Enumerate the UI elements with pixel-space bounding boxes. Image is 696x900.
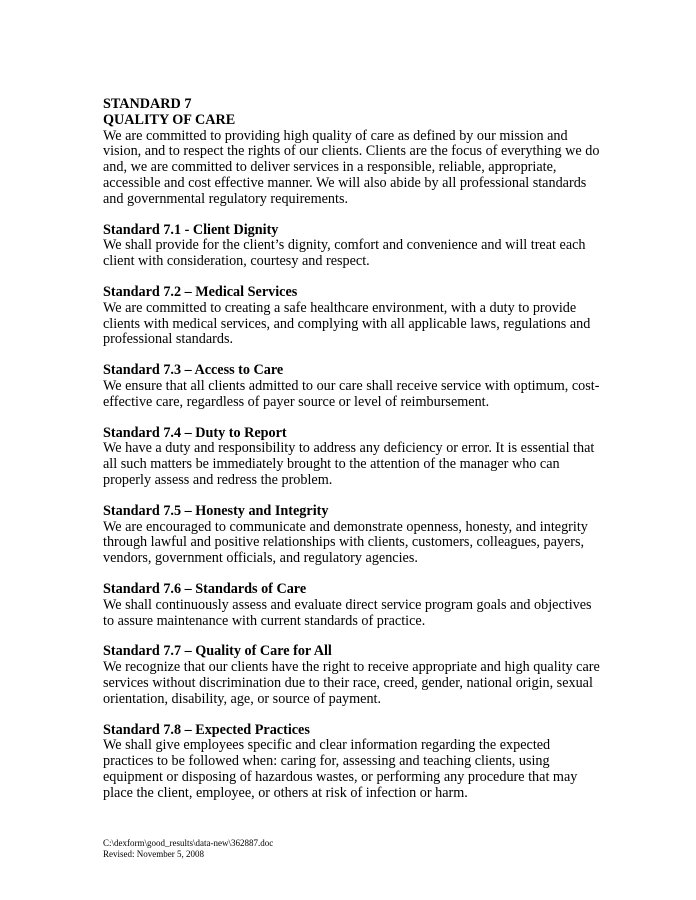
document-page — [103, 97, 603, 801]
section-title: Standard 7.1 - Client Dignity — [103, 221, 279, 238]
section-title: Standard 7.8 – Expected Practices — [103, 721, 310, 738]
section-body: We shall give employees specific and clear information regarding the expected practices to be followed when: caring for, assessing and teaching clients, using equipment or disposing of hazardous wastes, or performing any procedure that may place the client, employee, or others at risk of infection or harm. — [103, 737, 578, 801]
standard-heading — [103, 97, 603, 129]
section-body: We shall continuously assess and evaluate direct service program goals and objectives to assure maintenance with current standards of practice. — [103, 596, 592, 629]
section-body: We shall provide for the client’s dignity, comfort and convenience and will treat each client with consideration, courtesy and respect. — [103, 237, 586, 270]
section-body: We recognize that our clients have the right to receive appropriate and high quality care services without discrimination due to their race, creed, gender, national origin, sexual orientation, disability, age, or source of payment. — [103, 659, 600, 707]
section-7-5 — [103, 504, 603, 567]
section-7-4 — [103, 426, 603, 489]
section-body: We are committed to creating a safe healthcare environment, with a duty to provide clients with medical services, and complying with all applicable laws, regulations and professional standards. — [103, 299, 591, 348]
section-title: Standard 7.3 – Access to Care — [103, 362, 284, 379]
section-7-2 — [103, 285, 603, 348]
section-title: Standard 7.2 – Medical Services — [103, 283, 298, 300]
section-title: Standard 7.6 – Standards of Care — [103, 580, 307, 597]
section-title: Standard 7.4 – Duty to Report — [103, 424, 287, 441]
section-body: We have a duty and responsibility to address any deficiency or error. It is essential that all such matters be immediately brought to the attention of the manager who can properly assess and redress the problem. — [103, 440, 595, 488]
section-7-3 — [103, 363, 603, 410]
section-body: We ensure that all clients admitted to our care shall receive service with optimum, cost-effective care, regardless of payer source or level of reimbursement. — [103, 377, 600, 410]
section-title: Standard 7.7 – Quality of Care for All — [103, 643, 332, 660]
page-footer — [103, 838, 273, 860]
standard-title: QUALITY OF CARE — [103, 111, 236, 128]
section-7-7 — [103, 644, 603, 707]
section-title: Standard 7.5 – Honesty and Integrity — [103, 502, 329, 519]
standard-label: STANDARD 7 — [103, 96, 192, 112]
intro-paragraph: We are committed to providing high quality of care as defined by our mission and vision, and to respect the rights of our clients. Clients are the focus of everything we do and, we are committed to deliver services in a responsible, reliable, appropriate, accessible and cost effective manner. We will also abide by all professional standards and governmental regulatory requirements. — [103, 127, 600, 207]
section-7-8 — [103, 723, 603, 802]
section-7-6 — [103, 582, 603, 629]
footer-revised-date: Revised: November 5, 2008 — [103, 849, 204, 859]
footer-file-path: C:\dexform\good_results\data-new\362887.doc — [103, 838, 274, 848]
section-7-1 — [103, 223, 603, 270]
section-body: We are encouraged to communicate and demonstrate openness, honesty, and integrity through lawful and positive relationships with clients, customers, colleagues, payers, vendors, government officials, and regulatory agencies. — [103, 518, 588, 567]
